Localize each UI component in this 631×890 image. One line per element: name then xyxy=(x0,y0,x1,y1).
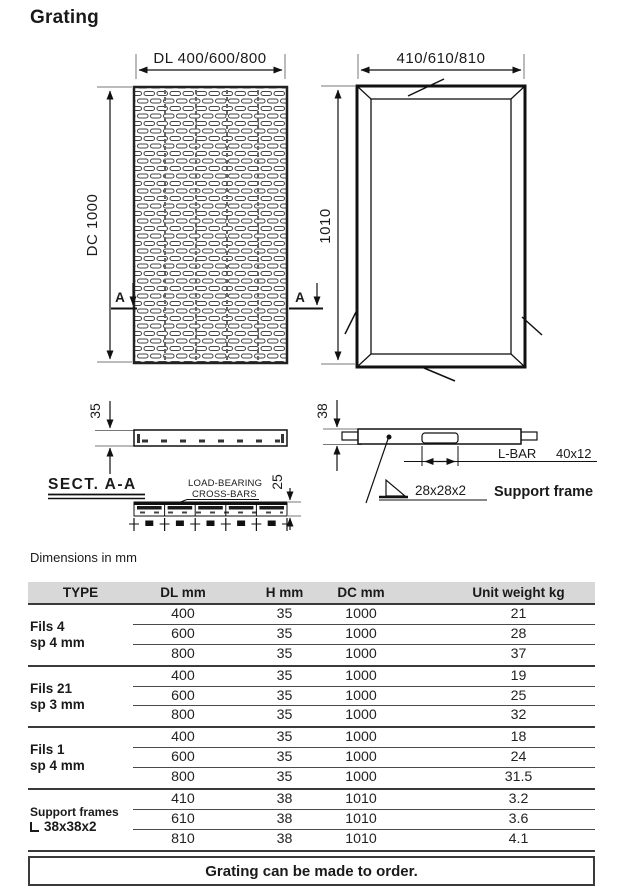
cell-dl: 800 xyxy=(171,707,195,724)
page-title: Grating xyxy=(30,7,99,28)
cell-dc: 1000 xyxy=(345,769,377,786)
group-type-label: Support frames 38x38x2 xyxy=(30,804,119,834)
cell-dc: 1000 xyxy=(328,625,418,645)
cell-weight: 37 xyxy=(510,645,527,662)
cell-h: 35 xyxy=(233,625,328,645)
cell-dc: 1000 xyxy=(328,748,418,768)
cell-dl: 400 xyxy=(133,728,233,748)
cell-weight: 4.1 xyxy=(508,830,529,847)
cell-h: 35 xyxy=(233,728,328,748)
frame-outer xyxy=(357,86,525,367)
cell-weight: 28 xyxy=(418,625,595,645)
footer-note: Grating can be made to order. xyxy=(205,862,418,880)
frame-inner xyxy=(371,99,511,354)
cell-h: 35 xyxy=(276,769,293,786)
footer-note-box xyxy=(28,856,595,886)
cell-dc: 1000 xyxy=(328,728,418,748)
cell-dc: 1000 xyxy=(328,687,418,707)
weld-marks xyxy=(345,79,542,381)
group-type-label: Fils 1 sp 4 mm xyxy=(30,742,85,774)
table-header-row xyxy=(28,582,595,605)
panel-profile-drawing xyxy=(87,401,287,474)
cell-dc: 1000 xyxy=(345,645,377,662)
cell-h: 35 xyxy=(276,707,293,724)
cell-h: 35 xyxy=(276,645,293,662)
cell-dl: 600 xyxy=(133,687,233,707)
frame-mitres xyxy=(357,86,525,367)
l-bar xyxy=(422,433,458,443)
column-header-h: H mm xyxy=(265,585,304,600)
cell-h: 35 xyxy=(233,748,328,768)
cell-h: 35 xyxy=(233,687,328,707)
cell-weight: 3.2 xyxy=(418,790,595,810)
panel-height-label: DC 1000 xyxy=(84,193,101,257)
panel-thickness-label: 35 xyxy=(87,403,103,419)
angle-icon xyxy=(30,822,39,832)
cell-dc: 1010 xyxy=(345,830,377,847)
callout-cross-bars: CROSS-BARS xyxy=(192,489,257,500)
lbar-size-label: 40x12 xyxy=(556,446,592,461)
svg-text:A: A xyxy=(115,290,125,305)
section-aa-title: SECT. A-A xyxy=(48,476,137,493)
cell-h: 38 xyxy=(233,810,328,830)
cell-dc: 1000 xyxy=(345,707,377,724)
cell-weight: 24 xyxy=(418,748,595,768)
table-group-fils21 xyxy=(28,665,595,727)
section-marker-left xyxy=(111,283,137,309)
cell-weight: 31.5 xyxy=(504,769,533,786)
dimensions-note: Dimensions in mm xyxy=(30,550,137,565)
cell-weight: 3.6 xyxy=(418,810,595,830)
grating-panel-drawing xyxy=(84,50,323,363)
cell-dc: 1000 xyxy=(328,605,418,625)
cell-dl: 600 xyxy=(133,625,233,645)
cross-bar-height-label: 25 xyxy=(269,474,285,490)
cell-weight: 19 xyxy=(418,667,595,687)
column-header-dc: DC mm xyxy=(337,585,385,600)
cell-dl: 800 xyxy=(171,645,195,662)
column-header-weight: Unit weight kg xyxy=(472,585,565,600)
callout-load-bearing: LOAD-BEARING xyxy=(188,478,263,489)
svg-text:A: A xyxy=(295,290,305,305)
cell-dl: 410 xyxy=(133,790,233,810)
angle-size-label: 28x28x2 xyxy=(415,483,467,498)
frame-profile-drawing xyxy=(314,400,597,503)
cell-weight: 32 xyxy=(510,707,527,724)
frame-height-label: 1010 xyxy=(317,208,334,244)
support-frame-label: Support frame xyxy=(494,484,594,500)
lbar-label: L-BAR xyxy=(498,446,537,461)
table-group-fils4 xyxy=(28,605,595,665)
frame-thickness-label: 38 xyxy=(314,403,330,419)
section-aa-drawing xyxy=(48,474,301,531)
cell-weight: 21 xyxy=(418,605,595,625)
column-header-type: TYPE xyxy=(62,585,99,600)
spec-table xyxy=(28,582,595,852)
cell-h: 35 xyxy=(233,605,328,625)
cell-dl: 600 xyxy=(133,748,233,768)
table-group-fils1 xyxy=(28,726,595,788)
group-type-label: Fils 4 sp 4 mm xyxy=(30,618,85,650)
cell-dl: 400 xyxy=(133,667,233,687)
grating-panel xyxy=(134,87,287,363)
cell-dl: 610 xyxy=(133,810,233,830)
cell-dl: 810 xyxy=(171,830,195,847)
cell-dl: 800 xyxy=(171,769,195,786)
cell-h: 38 xyxy=(233,790,328,810)
cell-weight: 25 xyxy=(418,687,595,707)
cell-dc: 1010 xyxy=(328,810,418,830)
frame-width-label: 410/610/810 xyxy=(396,50,486,67)
cell-dc: 1000 xyxy=(328,667,418,687)
group-type-label: Fils 21 sp 3 mm xyxy=(30,680,85,712)
cell-h: 35 xyxy=(233,667,328,687)
cell-weight: 18 xyxy=(418,728,595,748)
frame-drawing xyxy=(317,50,542,381)
section-marker-right xyxy=(289,283,323,309)
cross-bar-flanges xyxy=(137,506,284,510)
cell-dc: 1010 xyxy=(328,790,418,810)
cell-dl: 400 xyxy=(133,605,233,625)
cell-h: 38 xyxy=(276,830,293,847)
table-group-support-frames xyxy=(28,788,595,852)
panel-width-label: DL 400/600/800 xyxy=(153,50,267,67)
column-header-dl: DL mm xyxy=(160,585,206,600)
